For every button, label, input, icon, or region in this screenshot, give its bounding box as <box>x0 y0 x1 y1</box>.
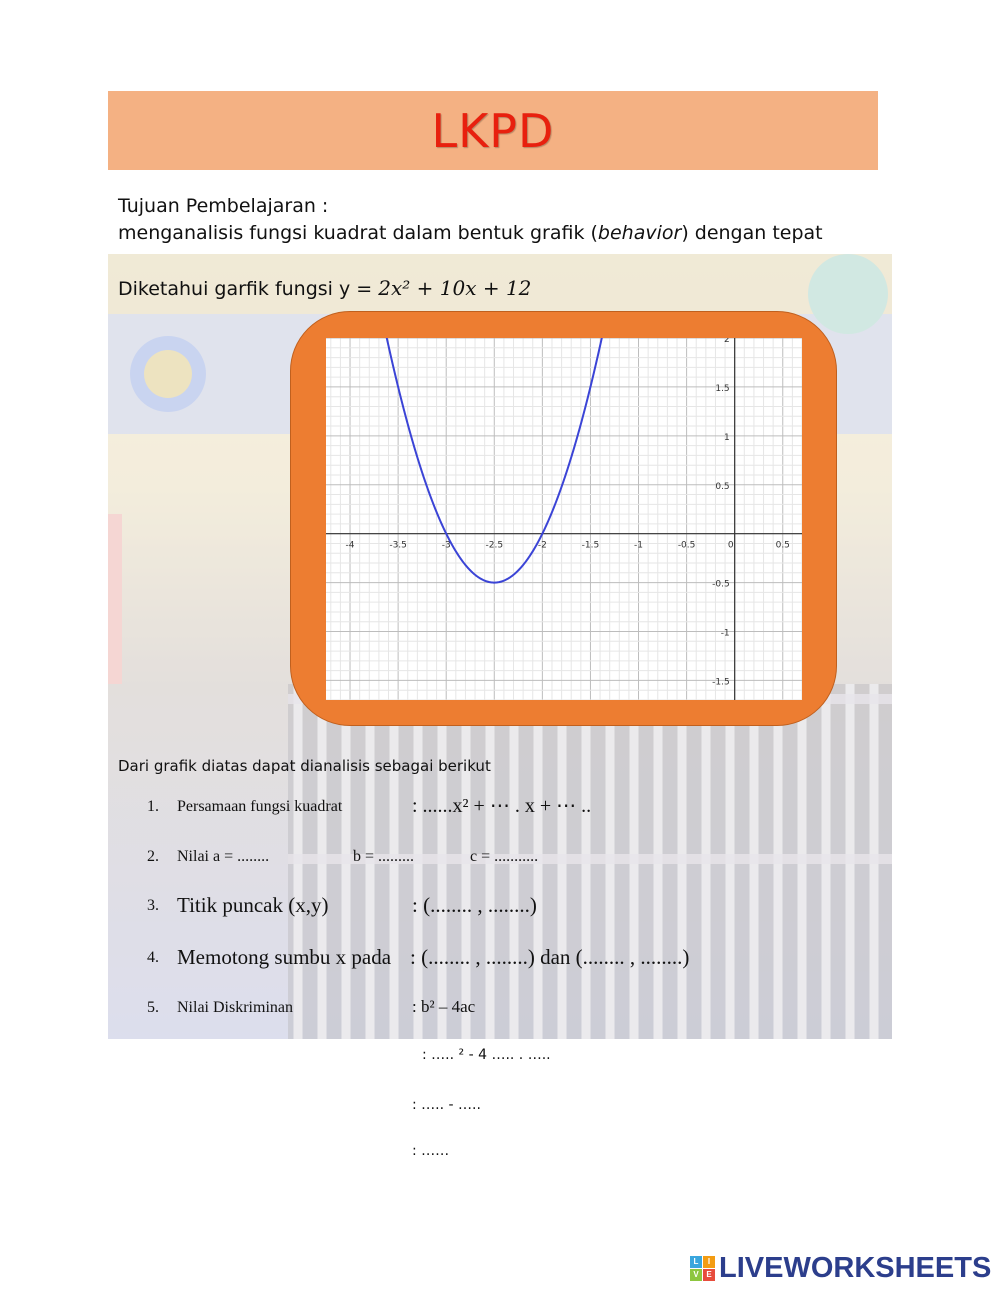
vertex-blank[interactable]: : (........ , ........) <box>412 893 537 917</box>
item-number-1: 1. <box>147 798 159 815</box>
x-tick-label: -3.5 <box>389 540 407 551</box>
value-c-blank[interactable]: c = ........... <box>470 848 539 865</box>
item-number-3: 3. <box>147 897 159 914</box>
logo-letter-l: L <box>690 1256 702 1268</box>
x-tick-label: -2.5 <box>485 540 504 551</box>
given-prefix: Diketahui garfik fungsi y = <box>118 278 379 300</box>
learning-objective <box>118 193 823 247</box>
discriminant-step-2[interactable]: : ….. - ….. <box>412 1097 481 1113</box>
equation-blank[interactable]: : ......x² + ⋯ . x + ⋯ .. <box>412 795 592 817</box>
objective-text-start: menganalisis fungsi kuadrat dalam bentuk grafik ( <box>118 222 598 244</box>
y-tick-label: 2 <box>723 338 730 345</box>
x-tick-label: 0 <box>727 540 734 551</box>
objective-text-italic: behavior <box>597 222 682 244</box>
logo-letter-e: E <box>703 1269 715 1281</box>
item-number-5: 5. <box>147 999 159 1016</box>
logo-letter-i: I <box>703 1256 715 1268</box>
brand-name: LIVEWORKSHEETS <box>719 1252 992 1284</box>
x-tick-label: -4 <box>345 540 355 551</box>
page-title: LKPD <box>431 103 555 158</box>
function-graph <box>326 338 802 700</box>
y-tick-label: 1 <box>723 432 730 443</box>
item-number-2: 2. <box>147 848 159 865</box>
y-tick-label: -0.5 <box>712 579 730 590</box>
y-tick-label: 0.5 <box>715 481 730 492</box>
x-intercepts-blank[interactable]: : (........ , ........) dan (........ , ........) <box>410 945 690 969</box>
item-number-4: 4. <box>147 949 159 966</box>
x-tick-label: 0.5 <box>775 540 790 551</box>
objective-text <box>118 220 823 247</box>
x-tick-label: -0.5 <box>677 540 696 551</box>
title-banner <box>108 91 878 170</box>
graph-svg <box>326 338 802 700</box>
given-function <box>118 276 531 300</box>
x-tick-label: -2 <box>537 540 547 551</box>
y-tick-label: -1.5 <box>712 677 730 688</box>
y-tick-label: -1 <box>720 628 730 639</box>
x-tick-label: -1 <box>634 540 644 551</box>
value-b-blank[interactable]: b = ......... <box>353 848 415 865</box>
item-label-discriminant: Nilai Diskriminan <box>177 999 293 1016</box>
discriminant-formula: : b² – 4ac <box>412 997 476 1016</box>
liveworksheets-logo-icon <box>690 1256 715 1281</box>
item-label-vertex: Titik puncak (x,y) <box>177 893 329 917</box>
value-a-blank[interactable]: Nilai a = ........ <box>177 848 270 865</box>
liveworksheets-brand <box>690 1252 991 1285</box>
item-label-equation: Persamaan fungsi kuadrat <box>177 798 343 815</box>
discriminant-result[interactable]: : …… <box>412 1143 450 1159</box>
given-equation: 2x² + 10x + 12 <box>378 276 532 300</box>
analysis-intro: Dari grafik diatas dapat dianalisis sebagai berikut <box>118 757 491 775</box>
logo-letter-v: V <box>690 1269 702 1281</box>
x-tick-label: -3 <box>441 540 451 551</box>
objective-label: Tujuan Pembelajaran : <box>118 195 329 217</box>
discriminant-step-1[interactable]: : ….. ² - 4 ….. . ….. <box>422 1047 551 1063</box>
objective-text-end: ) dengan tepat <box>681 222 823 244</box>
y-tick-label: 1.5 <box>715 383 730 394</box>
x-tick-label: -1.5 <box>581 540 600 551</box>
item-label-x-intercepts: Memotong sumbu x pada <box>177 945 392 969</box>
